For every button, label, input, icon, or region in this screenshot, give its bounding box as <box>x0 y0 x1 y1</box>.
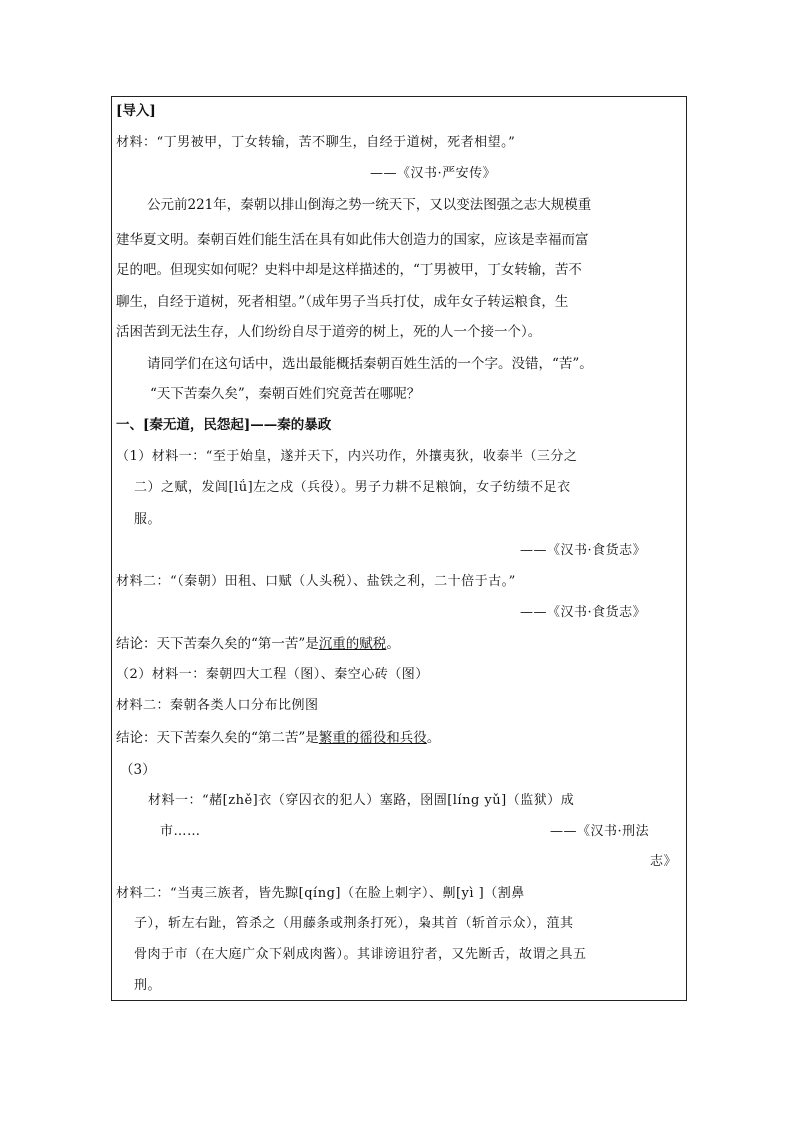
intro-quote-source: ——《汉书·严安传》 <box>370 166 497 181</box>
material-line: 市…… <box>160 824 201 839</box>
material-line: （1）材料一：“至于始皇，遂并天下，内兴功作，外攘夷狄，收泰半（三分之 <box>116 449 578 464</box>
intro-paragraph-line: 聊生，自经于道树，死者相望。”（成年男子当兵打仗，成年女子转运粮食，生 <box>116 294 569 310</box>
conclusion-suffix: 。 <box>426 730 441 746</box>
intro-paragraph-line: 公元前221年，秦朝以排山倒海之势一统天下，又以变法图强之志大规模重 <box>147 197 592 213</box>
conclusion-suffix: 。 <box>386 636 400 652</box>
material-line: 材料二：“当夷三族者，皆先黥[qíng]（在脸上刺字）、劓[yì ]（割鼻 <box>116 886 525 901</box>
material-line: 材料二：“（秦朝）田租、口赋（人头税）、盐铁之利，二十倍于古。” <box>116 574 516 589</box>
material-line: 刑。 <box>134 978 162 993</box>
material-line: 材料一：“赭[zhě]衣（穿囚衣的犯人）塞路，囹圄[líng yǔ]（监狱）成 <box>148 793 575 808</box>
intro-heading: [导入] <box>116 103 156 119</box>
intro-paragraph-2: 请同学们在这句话中，选出最能概括秦朝百姓生活的一个字。没错，“苦”。 <box>147 356 593 372</box>
material-source-continued: 志》 <box>650 854 678 869</box>
part-label: （3） <box>120 762 156 778</box>
material-source: ——《汉书·刑法 <box>550 824 650 839</box>
material-line: 子），斩左右趾，笞杀之（用藤条或荆条打死），枭其首（斩首示众），菹其 <box>134 916 574 931</box>
material-line: 骨肉于市（在大庭广众下剁成肉酱）。其诽谤诅狞者，又先断舌，故谓之具五 <box>134 947 587 962</box>
intro-paragraph-line: 足的吧。但现实如何呢？史料中却是这样描述的，“丁男被甲，丁女转输，苦不 <box>116 262 582 278</box>
material-line: 材料二：秦朝各类人口分布比例图 <box>116 698 319 713</box>
material-source: ——《汉书·食货志》 <box>520 543 647 558</box>
conclusion-2 <box>116 728 440 748</box>
material-line: 二）之赋，发闾[lǘ]左之戍（兵役）。男子力耕不足粮饷，女子纺绩不足衣 <box>134 480 571 495</box>
intro-paragraph-line: 建华夏文明。秦朝百姓们能生活在具有如此伟大创造力的国家，应该是幸福而富 <box>116 232 589 248</box>
intro-quote: 材料：“丁男被甲，丁女转输，苦不聊生，自经于道树，死者相望。” <box>116 135 516 150</box>
intro-paragraph-line: 活困苦到无法生存，人们纷纷自尽于道旁的树上，死的人一个接一个）。 <box>116 324 542 340</box>
conclusion-1 <box>116 634 400 654</box>
material-source: ——《汉书·食货志》 <box>520 605 647 620</box>
material-line: 服。 <box>134 512 162 527</box>
section-heading: 一、[秦无道，民怨起]——秦的暴政 <box>116 417 332 433</box>
conclusion-answer: 繁重的徭役和兵役 <box>318 730 427 746</box>
intro-paragraph-3: “天下苦秦久矣”，秦朝百姓们究竟苦在哪呢？ <box>150 386 421 402</box>
conclusion-prefix: 结论：天下苦秦久矣的“第一苦”是 <box>116 636 319 652</box>
conclusion-prefix: 结论：天下苦秦久矣的“第二苦”是 <box>116 730 319 746</box>
material-line: （2）材料一：秦朝四大工程（图）、秦空心砖（图） <box>116 667 429 682</box>
conclusion-answer: 沉重的赋税 <box>318 636 387 652</box>
